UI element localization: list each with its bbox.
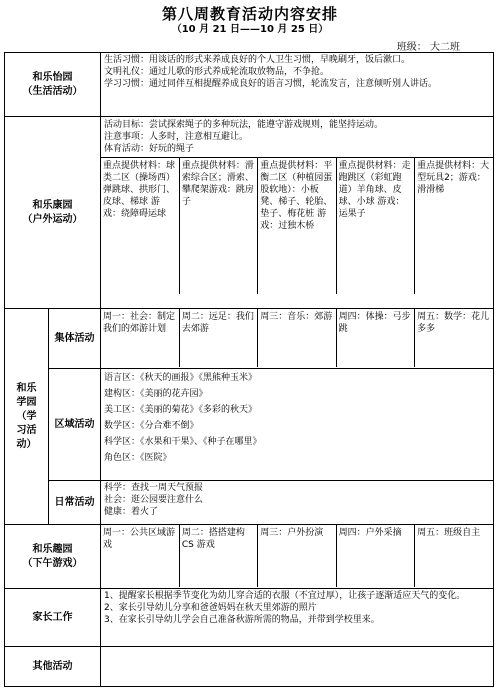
zone-cell: 重点提供材料：大型玩具2；游戏：滑滑梯 (417, 161, 490, 195)
life-content (101, 53, 494, 117)
area-line: 数学区：《分合难不倒》 (104, 421, 199, 431)
parents-line: 3、在家长引导幼儿学会自己准备秋游所需的物品，并带到学校里来。 (104, 615, 380, 625)
group-day: 周四：体操：弓步跳 (336, 309, 414, 367)
area-line: 美工区：《美丽的菊花》《多彩的秋天》 (104, 405, 258, 415)
row-life (5, 53, 494, 117)
daily-line: 社会：逛公园要注意什么 (104, 495, 204, 505)
games-day: 周三：户外扮演 (258, 525, 336, 587)
row-daily (5, 481, 494, 525)
area-label: 区域活动 (49, 369, 101, 481)
group-day: 周一：社会：制定我们的郊游计划 (101, 309, 179, 367)
zone-cell: 重点提供材料：走跑跳区（彩虹跑道）羊角球、皮球、小球 游戏：运果子 (336, 158, 414, 294)
outdoor-line: 体育活动：好玩的绳子 (104, 144, 195, 154)
games-day: 周五：班级自主 (417, 528, 481, 538)
group-day: 周三：音乐：郊游 (258, 309, 336, 367)
daily-line: 健康：着火了 (104, 507, 159, 517)
games-day: 周二：搭搭建构 CS 游戏 (179, 525, 257, 587)
area-line: 语言区：《秋天的画报》《黑熊种玉米》 (104, 373, 258, 383)
parents-header: 家长工作 (5, 589, 101, 647)
games-day: 周一：公共区域游戏 (101, 525, 179, 587)
area-line: 建构区：《美丽的花卉园》 (104, 389, 208, 399)
group-day: 周二：远足：我们去郊游 (179, 309, 257, 367)
games-content (101, 525, 494, 589)
zone-cell: 重点提供材料：平衡二区（种植园蛋股软地）：小板凳、梯子、轮胎、垫子、梅花桩 游戏：过独木桥 (258, 158, 336, 294)
games-day: 周四：户外采摘 (336, 525, 414, 587)
parents-line: 1、提醒家长根据季节变化为幼儿穿合适的衣服（不宜过厚），让孩子逐渐适应天气的变化。 (104, 591, 466, 601)
row-outdoor (5, 117, 494, 309)
outdoor-content (101, 117, 494, 309)
outdoor-line: 注意事项：人多时，注意相互避让。 (104, 132, 249, 142)
life-line: 生活习惯：用谈话的形式来养成良好的个人卫生习惯，早晚刷牙，饭后漱口。 (104, 55, 411, 65)
outdoor-header: 和乐康园 （户外运动） (5, 117, 101, 309)
row-other (5, 647, 494, 687)
class-label: 班级： 大二班 (396, 42, 460, 53)
date-range: （10 月 21 日——10 月 25 日） (171, 24, 329, 35)
life-line: 文明礼仪：通过儿歌的形式养成轮流取放物品，不争抢。 (104, 67, 330, 77)
row-parents (5, 589, 494, 647)
daily-content (101, 481, 494, 525)
outdoor-zones (101, 158, 493, 294)
row-group (5, 309, 494, 369)
outdoor-line: 活动目标：尝试探索绳子的多种玩法，能遵守游戏规则，能坚持运动。 (104, 120, 384, 130)
life-line: 学习习惯：通过同伴互相提醒养成良好的语言习惯，轮流发言，注意倾听别人讲话。 (104, 79, 438, 89)
games-header: 和乐趣园 （下午游戏） (5, 525, 101, 589)
area-line: 科学区：《水果和干果》、《种子在哪里》 (104, 437, 262, 447)
area-line: 角色区：《医院》 (104, 453, 172, 463)
group-content (101, 309, 494, 369)
other-content (101, 647, 494, 687)
zone-cell: 重点提供材料：滑索综合区；滑索、攀爬架游戏：跳房子 (179, 158, 257, 294)
other-header: 其他活动 (5, 647, 101, 687)
row-games (5, 525, 494, 589)
parents-content (101, 589, 494, 647)
learning-header: 和乐 学园 （学 习活 动） (5, 309, 49, 525)
row-area (5, 369, 494, 481)
area-content (101, 369, 494, 481)
group-label: 集体活动 (49, 309, 101, 369)
daily-line: 科学：查找一周天气预报 (104, 483, 204, 493)
life-header: 和乐怡园 （生活活动） (5, 53, 101, 117)
daily-label: 日常活动 (49, 481, 101, 525)
parents-line: 2、家长引导幼儿分享和爸爸妈妈在秋天里郊游的照片 (104, 603, 317, 613)
schedule-table (4, 52, 494, 687)
zone-cell: 重点提供材料：球类二区（操场西）弹跳球、拱形门、皮球、梯球 游戏：绕障碍运球 (101, 158, 179, 294)
group-day: 周五：数学：花儿多多 (417, 312, 490, 334)
page-title: 第八周教育活动内容安排 (161, 5, 338, 23)
